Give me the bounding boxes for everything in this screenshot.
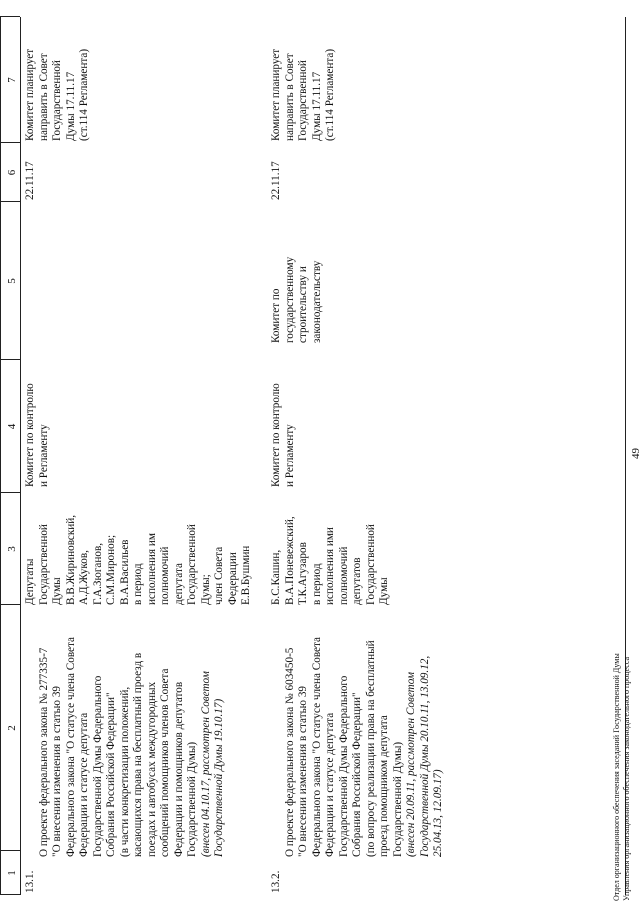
row-number: 13.2.	[270, 870, 282, 893]
table-border-top	[0, 17, 1, 895]
column-header-2: 2	[6, 725, 18, 731]
row-note: Комитет планирует направить в Совет Государственной Думы 17.11.17 (ст.114 Регламента)	[24, 48, 90, 141]
column-header-1: 1	[6, 870, 18, 876]
bill-note: (внесен 04.10.17, рассмотрен Советом Государственной Думы 19.10.17)	[199, 671, 225, 857]
column-header-6: 6	[6, 169, 18, 176]
bill-description	[24, 601, 240, 857]
bill-text: О проекте федерального закона № 603450-5 "О внесении изменения в статью 39 Федерального закона "О статусе члена Совета Федерации и статусе депутата Государственной Думы Федерального Собрания Российской Федерации" (по вопросу реализации права на бесплатный проезд помощником депутата Государственной Думы)	[283, 637, 404, 857]
bill-description	[270, 601, 459, 857]
column-header-5: 5	[6, 278, 18, 284]
bill-note: (внесен 20.09.11, рассмотрен Советом Государственной Думы 20.10.11, 13.09.12, 25.04.13, 12.09.17)	[405, 655, 444, 857]
review-date: 22.11.17	[270, 161, 282, 200]
column-header-4: 4	[6, 423, 18, 430]
co-executor-committee: Комитет по государственному строительству и законодательству	[270, 256, 323, 343]
footer-department: Отдел организационного обеспечения заседаний Государственной Думы	[612, 653, 621, 901]
responsible-committee: Комитет по контролю и Регламенту	[270, 383, 296, 487]
footer-division: Управления организационного обеспечения законодательного процесса	[622, 656, 631, 901]
bill-authors: Депутаты Государственной Думы В.В.Жириновский, А.Д.Жуков, Г.А.Зюганов, С.М.Миронов; В.А.Васильев в период исполнения им полномочий депутата Государственной Думы; член Совета Федерации Е.В.Бушмин	[24, 514, 252, 605]
row-note: Комитет планирует направить в Совет Государственной Думы 17.11.17 (ст.114 Регламента)	[270, 48, 336, 141]
header-separator	[20, 17, 21, 895]
column-header-7: 7	[6, 77, 18, 83]
bill-text: О проекте федерального закона № 277335-7 "О внесении изменения в статью 39 Федерального закона "О статусе члена Совета Федерации и статусе депутата Государственной Думы Федерального Собрания Российской Федерации" (в части конкретизации положений, касающихся права на бесплатный проезд в поездах и автобусах междугородных сообщений помощников членов Совета Федерации и помощников депутатов Государственной Думы)	[37, 637, 198, 857]
responsible-committee: Комитет по контролю и Регламенту	[24, 383, 50, 487]
column-header-3: 3	[6, 546, 18, 552]
bill-authors: Б.С.Кашин, В.А.Поневежский, Т.К.Агузаров в период исполнения ими полномочий депутатов Государственной Думы	[270, 516, 390, 605]
page-number: 49	[630, 448, 642, 459]
review-date: 22.11.17	[24, 161, 36, 200]
row-number: 13.1.	[24, 870, 36, 893]
